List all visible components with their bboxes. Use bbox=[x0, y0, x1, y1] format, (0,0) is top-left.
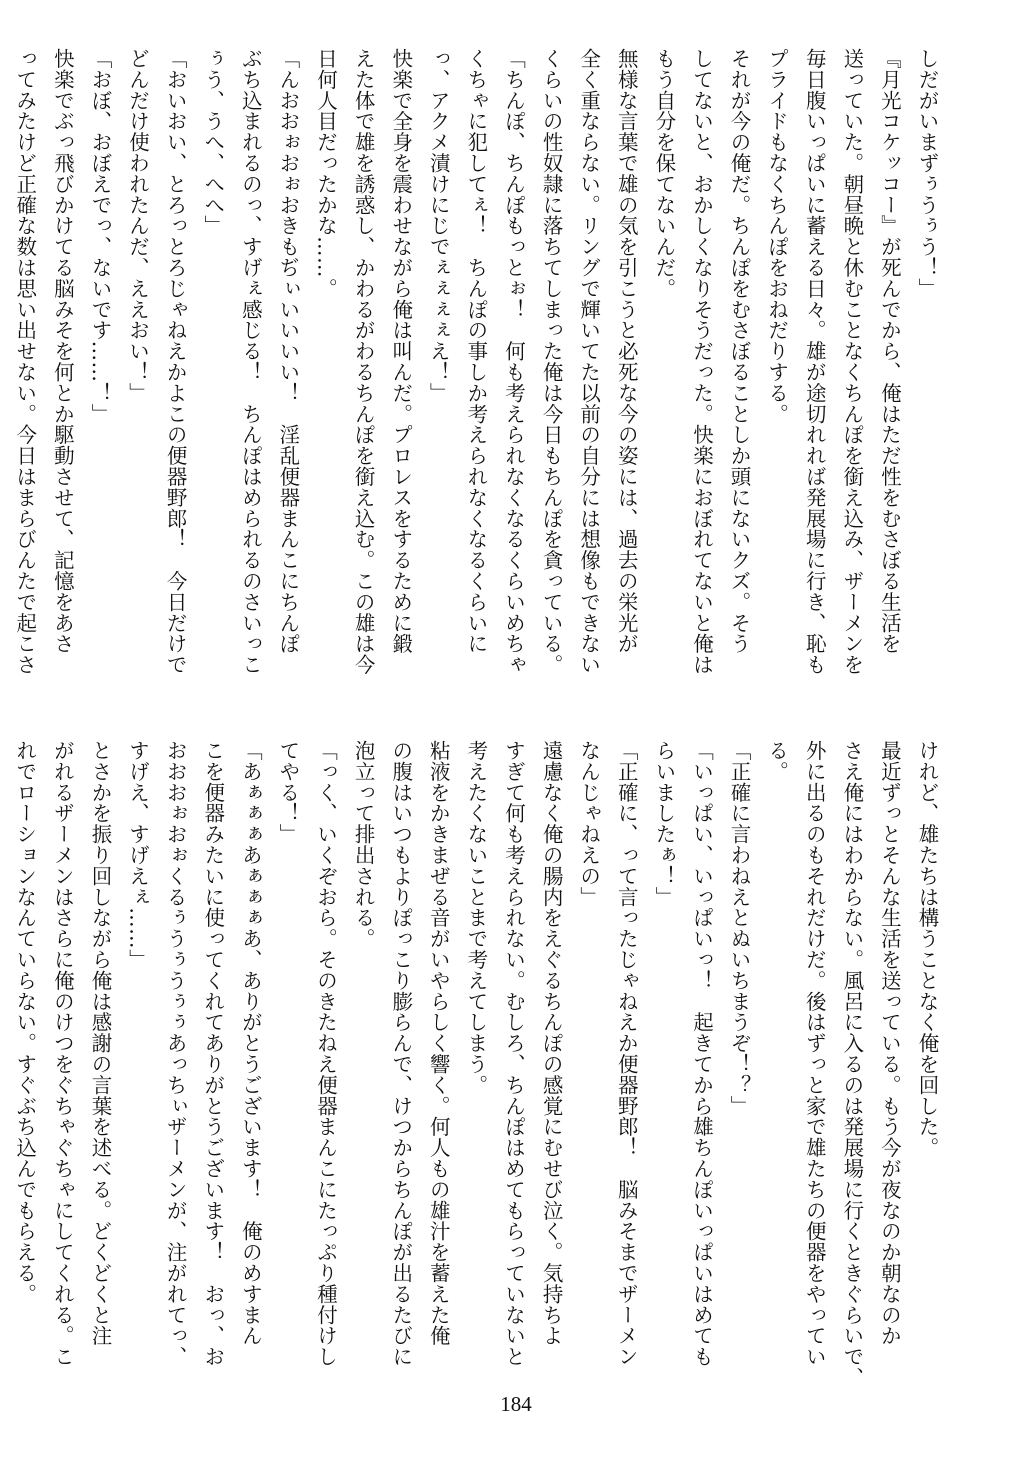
text-line: 「ちんぽ、ちんぽもっとぉ！ 何も考えられなくなるくらいめちゃ bbox=[501, 48, 526, 675]
text-line bbox=[0, 48, 5, 718]
text-line: けれど、雄たちは構うことなく俺を回した。 bbox=[915, 740, 939, 1158]
text-line: それが今の俺だ。ちんぽをむさぼることしか頭にないクズ。そう bbox=[727, 48, 752, 655]
text-line: 泡立って排出される。 bbox=[351, 740, 376, 949]
text-line: えた体で雄を誘惑し、かわるがわるちんぽを銜え込む。この雄は今 bbox=[351, 48, 376, 675]
text-line: 「正確に言わねえとぬいちまうぞ！？」 bbox=[727, 740, 752, 1117]
text-line: 「正確に、って言ったじゃねえか便器野郎！ 脳みそまでザーメン bbox=[614, 740, 639, 1367]
upper-text-block bbox=[12, 48, 945, 718]
text-line: 快楽で全身を震わせながら俺は叫んだ。プロレスをするために鍛 bbox=[388, 48, 413, 655]
text-line: の腹はいつもよりぽっこり膨らんで、けつからちんぽが出るたびに bbox=[388, 740, 413, 1367]
text-line: おおおぉおぉくるぅうぅうぅぅあっちぃザーメンが、注がれてっ、 bbox=[163, 740, 188, 1367]
text-line: っ、アクメ漬けにじでぇぇぇぇえ！」 bbox=[426, 48, 451, 404]
text-line: くちゃに犯してぇ！ ちんぽの事しか考えられなくなるくらいに bbox=[463, 48, 488, 655]
page-number: 184 bbox=[500, 1392, 532, 1416]
text-line: てやる！」 bbox=[275, 740, 300, 845]
text-line: もう自分を保てないんだ。 bbox=[651, 48, 676, 299]
text-line: とさかを振り回しながら俺は感謝の言葉を述べる。どくどくと注 bbox=[87, 740, 112, 1347]
text-line: 無様な言葉で雄の気を引こうと必死な今の姿には、過去の栄光が bbox=[614, 48, 639, 655]
text-line: さえ俺にはわからない。風呂に入るのは発展場に行くときぐらいで、 bbox=[839, 740, 864, 1388]
text-line: 毎日腹いっぱいに蓄える日々。雄が途切れれば発展場に行き、恥も bbox=[802, 48, 827, 675]
text-line bbox=[0, 740, 5, 1376]
text-line: 「おぼ、おぼえでっ、ないです……！」 bbox=[87, 48, 112, 425]
text-line: 「おいおい、とろっとろじゃねえかよこの便器野郎！ 今日だけで bbox=[163, 48, 188, 675]
text-line: してないと、おかしくなりそうだった。快楽におぼれてないと俺は bbox=[689, 48, 714, 675]
text-line: くらいの性奴隷に落ちてしまった俺は今日もちんぽを貪っている。 bbox=[539, 48, 564, 675]
text-line: 「っく、いくぞおら。そのきたねえ便器まんこにたっぷり種付けし bbox=[313, 740, 338, 1367]
lower-text-block bbox=[12, 740, 945, 1388]
text-line: らいましたぁ！」 bbox=[651, 740, 676, 908]
text-line: こを便器みたいに使ってくれてありがとうございます！ おっ、お bbox=[200, 740, 225, 1367]
text-line: る。 bbox=[764, 740, 789, 782]
text-line: ってみたけど正確な数は思い出せない。今日はまらびんたで起こさ bbox=[12, 48, 37, 675]
text-line: 『月光コケッコー』が死んでから、俺はただ性をむさぼる生活を bbox=[877, 48, 902, 655]
text-line: 「あぁぁぁあぁぁぁあ、ありがとうございます！ 俺のめすまん bbox=[238, 740, 263, 1347]
text-line: 快楽でぶっ飛びかけてる脳みそを何とか駆動させて、記憶をあさ bbox=[50, 48, 75, 655]
text-line: ぅう、うへ、へへ」 bbox=[200, 48, 225, 237]
text-line: 送っていた。朝昼晩と休むことなくちんぽを銜え込み、ザーメンを bbox=[839, 48, 864, 675]
text-line: なんじゃねえの」 bbox=[576, 740, 601, 908]
text-line: どんだけ使われたんだ、ええおい！」 bbox=[125, 48, 150, 404]
text-line: 遠慮なく俺の腸内をえぐるちんぽの感覚にむせび泣く。気持ちよ bbox=[539, 740, 564, 1347]
text-line: 最近ずっとそんな生活を送っている。もう今が夜なのか朝なのか bbox=[877, 740, 902, 1347]
text-line: 「んおおぉおぉおきもぢぃいいいい！ 淫乱便器まんこにちんぽ bbox=[275, 48, 300, 655]
text-line: 外に出るのもそれだけだ。後はずっと家で雄たちの便器をやってい bbox=[802, 740, 827, 1367]
text-line: 「いっぱい、いっぱいっ！ 起きてから雄ちんぽいっぱいはめても bbox=[689, 740, 714, 1367]
text-line: プライドもなくちんぽをおねだりする。 bbox=[764, 48, 789, 425]
text-line: すぎて何も考えられない。むしろ、ちんぽはめてもらっていないと bbox=[501, 740, 526, 1367]
text-line: がれるザーメンはさらに俺のけつをぐちゃぐちゃにしてくれる。こ bbox=[50, 740, 75, 1367]
text-line: 粘液をかきまぜる音がいやらしく響く。何人もの雄汁を蓄えた俺 bbox=[426, 740, 451, 1347]
text-line: ぶち込まれるのっ、すげぇ感じる！ ちんぽはめられるのさいっこ bbox=[238, 48, 263, 675]
text-line: 全く重ならない。リングで輝いてた以前の自分には想像もできない bbox=[576, 48, 601, 675]
text-line: 考えたくないことまで考えてしまう。 bbox=[463, 740, 488, 1096]
text-line: すげえ、すげえぇ……」 bbox=[125, 740, 150, 970]
text-line: 日何人目だったかな……。 bbox=[313, 48, 338, 299]
text-line: しだがいまずぅうぅう！」 bbox=[915, 48, 939, 299]
text-line: れでローションなんていらない。すぐぶち込んでもらえる。 bbox=[12, 740, 37, 1305]
